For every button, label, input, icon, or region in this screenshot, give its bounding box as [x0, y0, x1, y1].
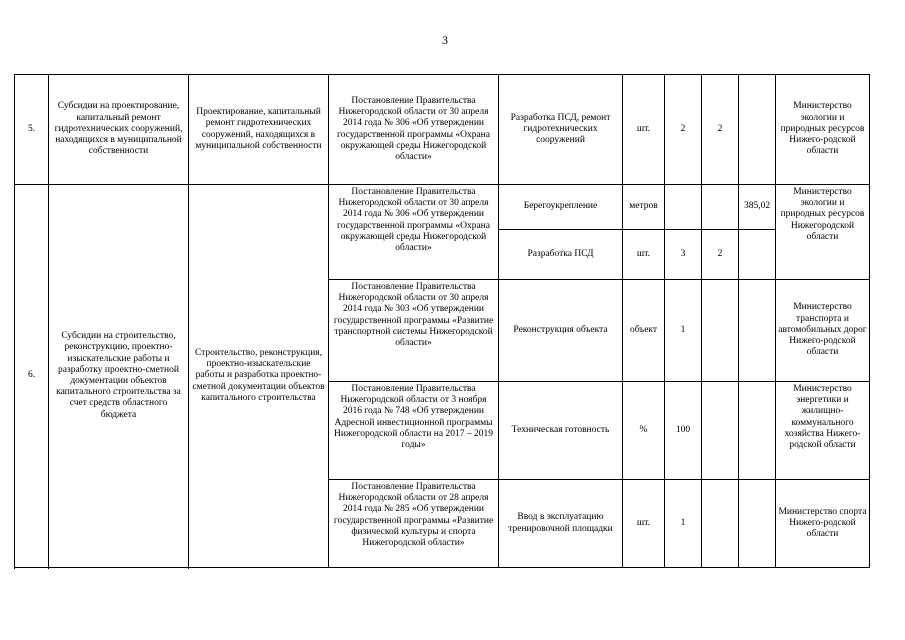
table-row [15, 185, 870, 230]
value-3 [739, 75, 776, 185]
unit: шт. [623, 480, 665, 568]
result-indicator: Реконструкция объекта [499, 280, 623, 382]
government-resolution: Постановление Правительства Нижегородской области от 30 апреля 2014 года № 306 «Об утверждении государственной программы «Охрана окружающей среды Нижегородской области» [329, 75, 499, 185]
value-3 [739, 230, 776, 280]
value-2 [702, 185, 739, 230]
table-row [15, 75, 870, 185]
value-3 [739, 480, 776, 568]
responsible-ministry: Министерство транспорта и автомобильных дорог Нижего-родской области [776, 280, 870, 382]
government-resolution: Постановление Правительства Нижегородской области от 30 апреля 2014 года № 303 «Об утверждении государственной программы «Развитие транспортной системы Нижегородской области» [329, 280, 499, 382]
government-resolution: Постановление Правительства Нижегородской области от 30 апреля 2014 года № 306 «Об утверждении государственной программы «Охрана окружающей среды Нижегородской области» [329, 185, 499, 280]
value-2 [702, 382, 739, 480]
value-1 [665, 185, 702, 230]
value-1: 1 [665, 280, 702, 382]
responsible-ministry: Министерство экологии и природных ресурсов Нижего-родской области [776, 75, 870, 185]
unit: объект [623, 280, 665, 382]
value-2: 2 [702, 75, 739, 185]
value-3: 385,02 [739, 185, 776, 230]
responsible-ministry: Министерство экологии и природных ресурсов Нижегородской области [776, 185, 870, 280]
subsidy-table [14, 74, 870, 568]
unit: шт. [623, 75, 665, 185]
row-number: 6. [15, 185, 49, 568]
value-1: 2 [665, 75, 702, 185]
government-resolution: Постановление Правительства Нижегородской области от 28 апреля 2014 года № 285 «Об утверждении государственной программы «Развитие физической культуры и спорта Нижегородской области» [329, 480, 499, 568]
government-resolution: Постановление Правительства Нижегородской области от 3 ноября 2016 года № 748 «Об утверждении Адресной инвестиционной программы Нижегородской области на 2017 – 2019 годы» [329, 382, 499, 480]
responsible-ministry: Министерство энергетики и жилищно-коммунального хозяйства Нижего-родской области [776, 382, 870, 480]
value-2 [702, 480, 739, 568]
row-number: 5. [15, 75, 49, 185]
subsidy-purpose: Проектирование, капитальный ремонт гидротехнических сооружений, находящихся в муниципальной собственности [189, 75, 329, 185]
value-3 [739, 280, 776, 382]
page-number: 3 [442, 33, 448, 47]
result-indicator: Берегоукрепление [499, 185, 623, 230]
value-3 [739, 382, 776, 480]
unit: метров [623, 185, 665, 230]
subsidy-purpose: Строительство, реконструкция, проектно-изыскательские работы и разработка проектно-сметной документации объектов капитального строительства [189, 185, 329, 568]
value-1: 3 [665, 230, 702, 280]
unit: шт. [623, 230, 665, 280]
value-1: 100 [665, 382, 702, 480]
value-1: 1 [665, 480, 702, 568]
value-2 [702, 280, 739, 382]
result-indicator: Техническая готовность [499, 382, 623, 480]
responsible-ministry: Министерство спорта Нижего-родской области [776, 480, 870, 568]
subsidy-name: Субсидии на проектирование, капитальный ремонт гидротехнических сооружений, находящихся в муниципальной собственности [49, 75, 189, 185]
subsidy-name: Субсидии на строительство, реконструкцию, проектно-изыскательские работы и разработку проектно-сметной документации объектов капитального строительства за счет средств областного бюджета [49, 185, 189, 568]
result-indicator: Ввод в эксплуатацию тренировочной площадки [499, 480, 623, 568]
unit: % [623, 382, 665, 480]
value-2: 2 [702, 230, 739, 280]
result-indicator: Разработка ПСД, ремонт гидротехнических сооружений [499, 75, 623, 185]
result-indicator: Разработка ПСД [499, 230, 623, 280]
